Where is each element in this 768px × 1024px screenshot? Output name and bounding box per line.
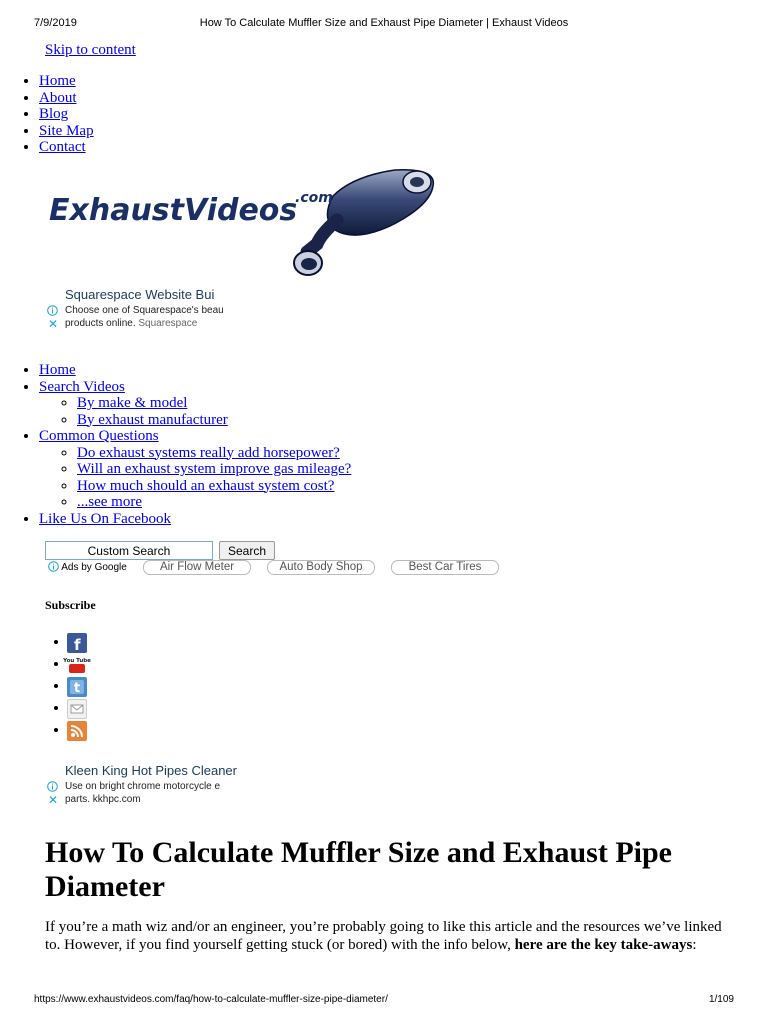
submenu-item xyxy=(77,445,351,462)
submenu-item xyxy=(77,461,351,478)
search-input[interactable] xyxy=(45,541,213,560)
ad-info-icon[interactable] xyxy=(47,781,58,792)
link-by-exhaust-manufacturer[interactable]: By exhaust manufacturer xyxy=(77,411,228,428)
rss-icon[interactable] xyxy=(67,721,87,741)
facebook-icon-glyph: • f xyxy=(74,636,81,654)
top-nav-item-contact xyxy=(39,139,94,156)
email-icon[interactable] xyxy=(67,699,87,719)
main-nav-link-facebook[interactable]: Like Us On Facebook xyxy=(39,510,172,527)
top-nav xyxy=(0,73,94,156)
ad-pill-air-flow-meter[interactable]: Air Flow Meter xyxy=(143,560,251,575)
ad-source: Squarespace xyxy=(138,318,198,329)
top-nav-link-about[interactable]: About xyxy=(39,89,77,106)
ad-info-icon[interactable] xyxy=(47,305,58,316)
ad-close-icon[interactable]: ✕ xyxy=(48,317,59,331)
ads-by-label: Ads by Google xyxy=(61,562,127,573)
ad-body-text: Choose one of Squarespace's beau products online. xyxy=(65,305,224,329)
search-videos-submenu xyxy=(39,395,351,428)
print-date: 7/9/2019 xyxy=(34,17,77,29)
ad-title[interactable]: Kleen King Hot Pipes Cleaner xyxy=(65,763,237,778)
submenu-item xyxy=(77,494,351,511)
site-logo[interactable] xyxy=(45,168,440,280)
ad-body xyxy=(65,304,235,330)
subscribe-heading: Subscribe xyxy=(45,598,96,612)
submenu-item xyxy=(77,412,351,429)
social-item xyxy=(63,655,91,677)
youtube-icon[interactable] xyxy=(63,655,91,675)
link-see-more[interactable]: ...see more xyxy=(77,494,142,510)
main-nav-link-search-videos[interactable]: Search Videos xyxy=(39,378,125,395)
link-cost-question[interactable]: How much should an exhaust system cost? xyxy=(77,477,335,494)
social-item xyxy=(69,699,87,721)
social-item xyxy=(69,677,87,699)
print-url: https://www.exhaustvideos.com/faq/how-to-calculate-muffler-size-pipe-diameter/ xyxy=(34,994,388,1005)
main-nav-link-common-questions[interactable]: Common Questions xyxy=(39,428,159,444)
print-title: How To Calculate Muffler Size and Exhaust Pipe Diameter | Exhaust Videos xyxy=(199,17,569,29)
ad-pill-auto-body-shop[interactable]: Auto Body Shop xyxy=(267,560,375,575)
twitter-icon[interactable] xyxy=(67,677,87,697)
youtube-icon-label: • You Tube xyxy=(63,658,91,664)
muffler-icon xyxy=(294,170,433,275)
intro-key-takeaways: here are the key take-aways xyxy=(514,936,693,953)
ad-kleen-king[interactable] xyxy=(47,763,247,811)
ads-by-google[interactable] xyxy=(48,561,127,573)
top-nav-link-blog[interactable]: Blog xyxy=(39,106,69,122)
twitter-icon-glyph: • t xyxy=(73,681,81,696)
main-nav xyxy=(0,362,351,527)
main-nav-item-search-videos xyxy=(39,379,351,429)
facebook-icon[interactable] xyxy=(67,633,87,653)
link-by-make-model[interactable]: By make & model xyxy=(77,395,188,411)
top-nav-link-home[interactable]: Home xyxy=(39,73,76,89)
top-nav-item-site-map xyxy=(39,123,94,140)
logo-wordmark: ExhaustVideos xyxy=(49,193,298,228)
top-nav-link-site-map[interactable]: Site Map xyxy=(39,122,94,139)
submenu-item xyxy=(77,478,351,495)
submenu-item xyxy=(77,395,351,412)
ad-body: Use on bright chrome motorcycle e parts. kkhpc.com xyxy=(65,781,221,805)
article-title: How To Calculate Muffler Size and Exhaust Pipe Diameter xyxy=(45,836,672,903)
link-horsepower-question[interactable]: Do exhaust systems really add horsepower? xyxy=(77,444,340,461)
article-intro xyxy=(45,919,735,954)
top-nav-link-contact[interactable]: Contact xyxy=(39,139,86,155)
main-nav-item-common-questions xyxy=(39,428,351,511)
main-nav-item-facebook xyxy=(39,511,351,528)
top-nav-item-about xyxy=(39,90,94,107)
common-questions-submenu xyxy=(39,445,351,511)
social-item xyxy=(69,721,87,743)
social-item xyxy=(69,633,87,655)
skip-to-content-link[interactable]: Skip to content xyxy=(45,42,136,58)
main-nav-item-home xyxy=(39,362,351,379)
top-nav-item-blog xyxy=(39,106,94,123)
top-nav-item-home xyxy=(39,73,94,90)
intro-colon: : xyxy=(692,936,697,953)
ad-pill-best-car-tires[interactable]: Best Car Tires xyxy=(391,560,499,575)
print-page-number: 1/109 xyxy=(708,994,734,1005)
ads-info-icon xyxy=(48,561,59,572)
link-gas-mileage-question[interactable]: Will an exhaust system improve gas mileage? xyxy=(77,461,352,477)
ad-squarespace[interactable] xyxy=(47,287,247,335)
ad-close-icon[interactable]: ✕ xyxy=(48,793,59,807)
logo-suffix: .com xyxy=(295,190,333,206)
intro-text: If you’re a math wiz and/or an engineer, you’re probably going to like this article and the resources we’ve linked to. However, if you find yourself getting stuck (or bored) with the info below, xyxy=(45,919,722,953)
main-nav-link-home[interactable]: Home xyxy=(39,362,76,378)
ad-title[interactable]: Squarespace Website Bui xyxy=(65,287,215,302)
social-links xyxy=(0,633,91,743)
search-button[interactable]: Search xyxy=(219,541,275,560)
